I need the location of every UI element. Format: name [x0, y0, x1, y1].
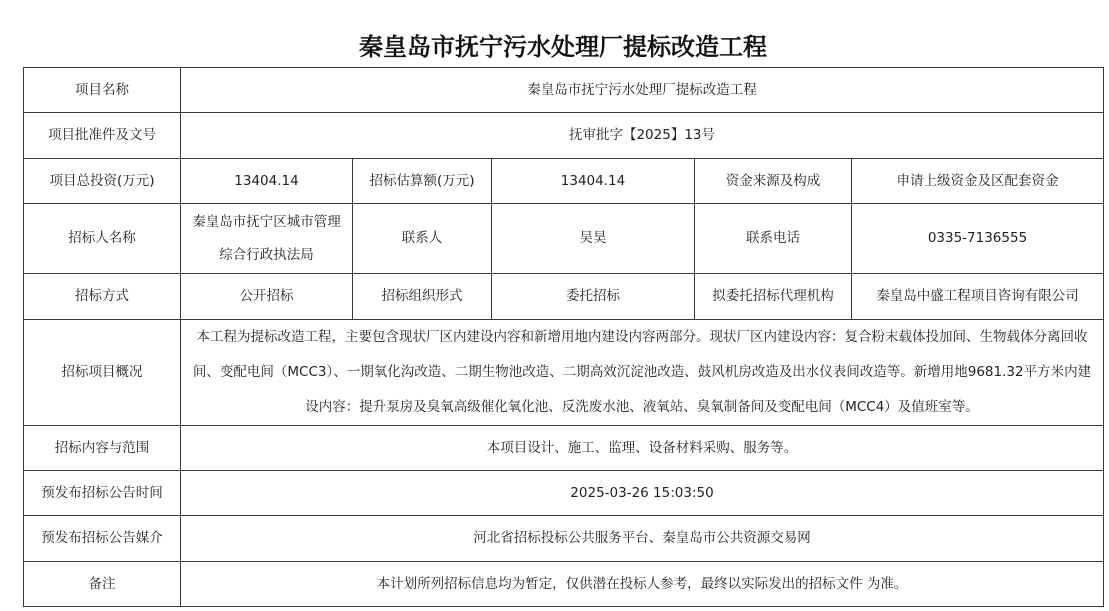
- row-pre-media: [24, 516, 1104, 562]
- tender-info-table: [23, 67, 1104, 607]
- phone-label: 联系电话: [695, 204, 852, 274]
- approval-label: 项目批准件及文号: [24, 113, 181, 159]
- pre-media-label: 预发布招标公告媒介: [24, 516, 181, 562]
- overview-value: 本工程为提标改造工程，主要包含现状厂区内建设内容和新增用地内建设内容两部分。现状厂区内建设内容：复合粉末载体投加间、生物载体分离回收间、变配电间（MCC3）、一期氧化沟改造、二期生物池改造、二期高效沉淀池改造、鼓风机房改造及出水仪表间改造等。新增用地9681.32平方米内建设内容：提升泵房及臭氧高级催化氧化池、反洗废水池、液氧站、臭氧制备间及变配电间（MCC4）及值班室等。: [181, 320, 1104, 426]
- overview-label: 招标项目概况: [24, 320, 181, 426]
- pre-time-value: 2025-03-26 15:03:50: [181, 471, 1104, 516]
- fund-source-label: 资金来源及构成: [695, 159, 852, 204]
- row-method: [24, 274, 1104, 320]
- tenderer-label: 招标人名称: [24, 204, 181, 274]
- contact-label: 联系人: [353, 204, 492, 274]
- row-approval: [24, 113, 1104, 159]
- tenderer-value: 秦皇岛市抚宁区城市管理综合行政执法局: [181, 204, 353, 274]
- row-project-name: [24, 68, 1104, 113]
- scope-label: 招标内容与范围: [24, 426, 181, 471]
- estimate-label: 招标估算额(万元): [353, 159, 492, 204]
- remark-label: 备注: [24, 562, 181, 607]
- row-overview: [24, 320, 1104, 426]
- investment-label: 项目总投资(万元): [24, 159, 181, 204]
- pre-media-value: 河北省招标投标公共服务平台、秦皇岛市公共资源交易网: [181, 516, 1104, 562]
- agency-value: 秦皇岛中盛工程项目咨询有限公司: [852, 274, 1104, 320]
- method-label: 招标方式: [24, 274, 181, 320]
- estimate-value: 13404.14: [492, 159, 695, 204]
- investment-value: 13404.14: [181, 159, 353, 204]
- remark-value: 本计划所列招标信息均为暂定，仅供潜在投标人参考，最终以实际发出的招标文件 为准。: [181, 562, 1104, 607]
- method-value: 公开招标: [181, 274, 353, 320]
- row-pre-time: [24, 471, 1104, 516]
- org-form-value: 委托招标: [492, 274, 695, 320]
- phone-value: 0335-7136555: [852, 204, 1104, 274]
- project-name-value: 秦皇岛市抚宁污水处理厂提标改造工程: [181, 68, 1104, 113]
- row-tenderer: [24, 204, 1104, 274]
- agency-label: 拟委托招标代理机构: [695, 274, 852, 320]
- page-title: 秦皇岛市抚宁污水处理厂提标改造工程: [359, 33, 767, 61]
- row-scope: [24, 426, 1104, 471]
- scope-value: 本项目设计、施工、监理、设备材料采购、服务等。: [181, 426, 1104, 471]
- project-name-label: 项目名称: [24, 68, 181, 113]
- org-form-label: 招标组织形式: [353, 274, 492, 320]
- pre-time-label: 预发布招标公告时间: [24, 471, 181, 516]
- row-remark: [24, 562, 1104, 607]
- fund-source-value: 申请上级资金及区配套资金: [852, 159, 1104, 204]
- row-investment: [24, 159, 1104, 204]
- approval-value: 抚审批字【2025】13号: [181, 113, 1104, 159]
- contact-value: 吴昊: [492, 204, 695, 274]
